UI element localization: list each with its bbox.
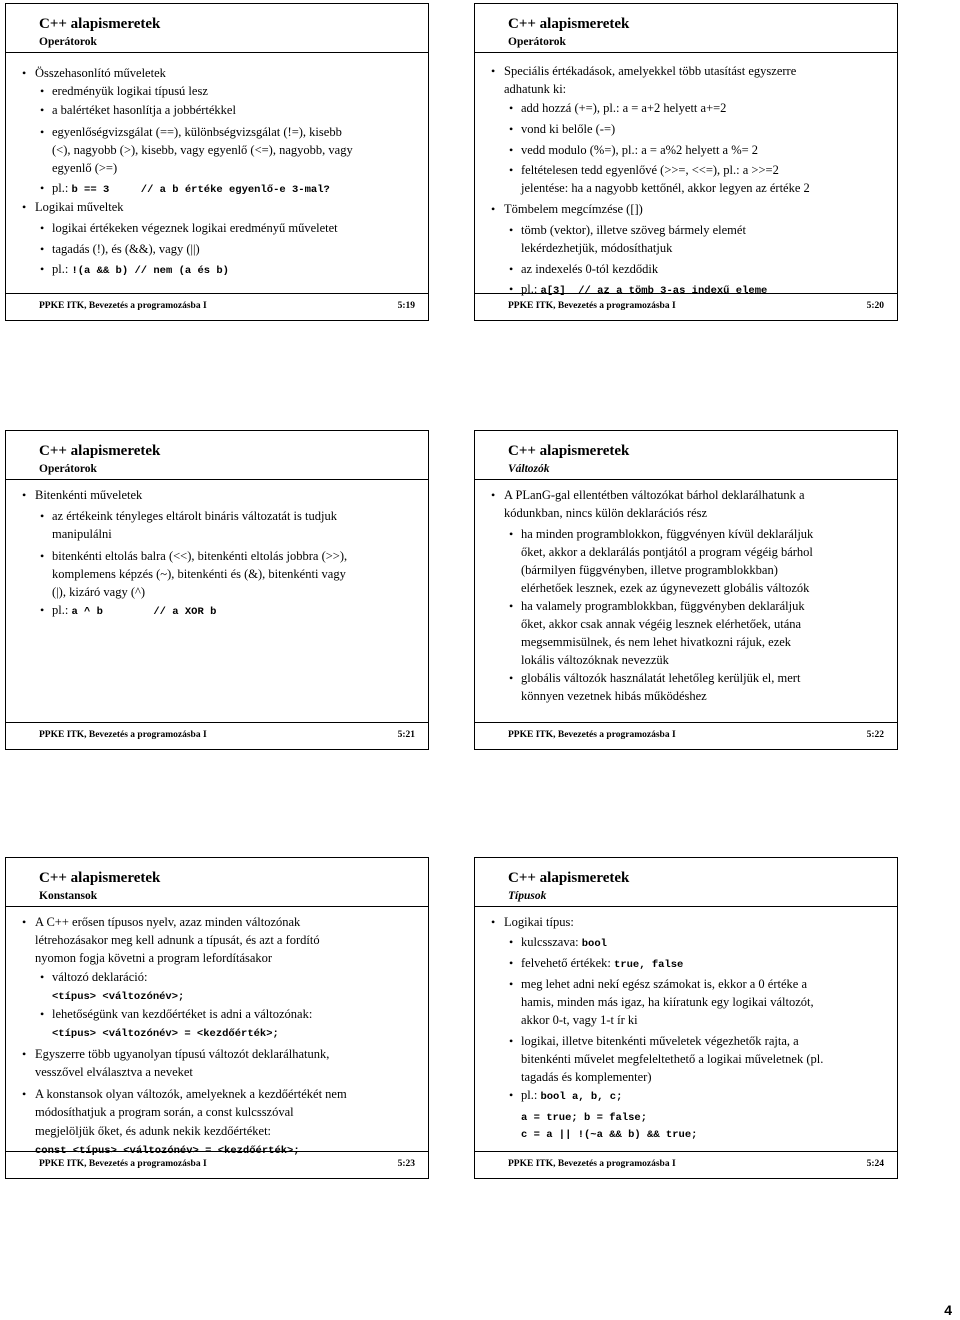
line-text: módosíthatjuk a program során, a const kulcsszóval — [35, 1105, 294, 1119]
code-snippet: true, false — [614, 959, 684, 971]
line-text: ha valamely programblokkban, függvényben deklaráljuk — [521, 599, 805, 613]
text-line — [521, 241, 672, 256]
bullet-marker: • — [40, 103, 45, 117]
footer-course: PPKE ITK, Bevezetés a programozásba I — [508, 730, 676, 740]
text-line — [521, 1070, 652, 1085]
line-text: A C++ erősen típusos nyelv, azaz minden változónak — [35, 915, 301, 929]
bullet-marker: • — [509, 122, 514, 136]
text-line — [521, 689, 707, 704]
line-text: tagadás (!), és (&&), vagy (||) — [52, 242, 200, 256]
slide-subtitle: Operátorok — [39, 463, 97, 475]
text-line — [521, 581, 809, 596]
bullet-marker: • — [40, 970, 45, 984]
bullet-marker: • — [491, 488, 496, 502]
text-line — [52, 1007, 312, 1022]
text-line — [35, 1124, 271, 1139]
slide-title: C++ alapismeretek — [39, 16, 161, 32]
footer-course: PPKE ITK, Bevezetés a programozásba I — [39, 301, 207, 311]
line-text: ha minden programblokkon, függvényen kívül deklaráljuk — [521, 527, 814, 541]
bullet-marker: • — [509, 101, 514, 115]
slide-title: C++ alapismeretek — [39, 870, 161, 886]
line-text: könnyen vezetnek hibás működéshez — [521, 689, 707, 703]
bullet-marker: • — [491, 915, 496, 929]
line-prefix: pl.: — [52, 262, 72, 276]
text-line — [52, 161, 117, 176]
line-text: vond ki belőle (-=) — [521, 122, 616, 136]
bullet-marker: • — [491, 64, 496, 78]
text-line — [504, 915, 574, 930]
text-line — [35, 951, 272, 966]
slide-subtitle: Változók — [508, 463, 550, 475]
text-line — [521, 101, 726, 116]
text-line — [521, 1034, 799, 1049]
footer-slide-number: 5:22 — [866, 730, 884, 740]
line-text: logikai, illetve bitenkénti műveletek végezhetők rajta, a — [521, 1034, 799, 1048]
footer-slide-number: 5:20 — [866, 301, 884, 311]
code-snippet: <típus> <változónév>; — [52, 991, 185, 1003]
text-line — [52, 527, 112, 542]
line-text: akkor 0-t, vagy 1-t ír ki — [521, 1013, 638, 1027]
text-line — [35, 488, 142, 503]
text-line — [521, 1013, 638, 1028]
text-line — [521, 995, 814, 1010]
bullet-marker: • — [509, 1088, 514, 1102]
slide-header — [475, 858, 897, 907]
line-text: vesszővel elválasztva a neveket — [35, 1065, 193, 1079]
slide-body — [475, 479, 897, 723]
code-snippet: a = true; b = false; — [521, 1112, 648, 1124]
slide-subtitle: Operátorok — [39, 36, 97, 48]
code-snippet: a[3] // az a tömb 3-as indexű eleme — [540, 285, 768, 297]
text-line — [35, 1065, 193, 1080]
text-line — [52, 1025, 279, 1042]
slide-footer — [475, 1151, 897, 1178]
bullet-marker: • — [40, 181, 45, 195]
text-line — [521, 956, 683, 973]
code-snippet: bool a, b, c; — [540, 1091, 623, 1103]
line-text: A konstansok olyan változók, amelyeknek a kezdőértékét nem — [35, 1087, 347, 1101]
line-text: megjelöljük őket, és adunk nekik kezdőértéket: — [35, 1124, 272, 1138]
line-text: eredményük logikai típusú lesz — [52, 84, 208, 98]
slide-body — [475, 906, 897, 1152]
line-text: add hozzá (+=), pl.: a = a+2 helyett a+=2 — [521, 101, 727, 115]
bullet-marker: • — [509, 671, 514, 685]
slide-4 — [474, 430, 898, 750]
text-line — [35, 933, 320, 948]
bullet-marker: • — [40, 603, 45, 617]
text-line — [521, 181, 810, 196]
text-line — [521, 563, 778, 578]
line-text: egyenlőségvizsgálat (==), különbségvizsgálat (!=), kisebb — [52, 125, 342, 139]
slide-footer — [6, 1151, 428, 1178]
text-line — [504, 506, 707, 521]
line-text: Logikai típus: — [504, 915, 574, 929]
text-line — [52, 603, 216, 620]
bullet-marker: • — [40, 221, 45, 235]
line-text: meg lehet adni nekí egész számokat is, ekkor a 0 értéke a — [521, 977, 807, 991]
slide-body — [475, 52, 897, 297]
text-line — [504, 82, 566, 97]
slide-subtitle: Konstansok — [39, 890, 98, 902]
bullet-marker: • — [40, 549, 45, 563]
bullet-marker: • — [509, 262, 514, 276]
footer-course: PPKE ITK, Bevezetés a programozásba I — [508, 1159, 676, 1169]
text-line — [52, 125, 342, 140]
text-line — [504, 202, 643, 217]
text-line — [521, 617, 801, 632]
line-text: Egyszerre több ugyanolyan típusú változót deklarálhatunk, — [35, 1047, 330, 1061]
text-line — [52, 567, 346, 582]
slide-header — [6, 431, 428, 480]
bullet-marker: • — [40, 509, 45, 523]
text-line — [521, 223, 746, 238]
line-text: hamis, minden más igaz, ha kiíratunk egy logikai változót, — [521, 995, 814, 1009]
bullet-marker: • — [509, 223, 514, 237]
text-line — [35, 1047, 329, 1062]
text-line — [521, 262, 658, 277]
line-text: bitenkénti eltolás balra (<<), bitenkénti eltolás jobbra (>>), — [52, 549, 348, 563]
slide-5 — [5, 857, 429, 1179]
bullet-marker: • — [40, 1007, 45, 1021]
bullet-marker: • — [509, 599, 514, 613]
line-text: létrehozásakor meg kell adnunk a típusát, és azt a fordító — [35, 933, 320, 947]
text-line — [52, 262, 229, 279]
line-prefix: pl.: — [521, 282, 541, 296]
slide-header — [6, 4, 428, 53]
text-line — [521, 671, 800, 686]
slide-body — [6, 52, 428, 294]
footer-course: PPKE ITK, Bevezetés a programozásba I — [39, 730, 207, 740]
slide-3 — [5, 430, 429, 750]
text-line — [52, 242, 200, 257]
text-line — [521, 977, 807, 992]
slide-footer — [475, 293, 897, 320]
line-text: lekérdezhetjük, módosíthatjuk — [521, 241, 673, 255]
slide-2 — [474, 3, 898, 321]
text-line — [52, 84, 208, 99]
page-number: 4 — [944, 1302, 952, 1318]
text-line — [521, 1126, 697, 1143]
slide-subtitle: Operátorok — [508, 36, 566, 48]
bullet-marker: • — [509, 282, 514, 296]
slide-1 — [5, 3, 429, 321]
text-line — [521, 599, 805, 614]
line-text: A PLanG-gal ellentétben változókat bárhol deklarálhatunk a — [504, 488, 805, 502]
line-text: elérhetőek lesznek, ezek az úgynevezett globális változók — [521, 581, 810, 595]
line-text: Speciális értékadások, amelyekkel több utasítást egyszerre — [504, 64, 797, 78]
slide-footer — [6, 293, 428, 320]
bullet-marker: • — [509, 163, 514, 177]
text-line — [521, 545, 813, 560]
line-prefix: pl.: — [52, 603, 72, 617]
slide-title: C++ alapismeretek — [508, 16, 630, 32]
text-line — [52, 549, 347, 564]
line-text: Logikai műveltek — [35, 200, 124, 214]
line-text: lokális változóknak nevezzük — [521, 653, 669, 667]
text-line — [35, 200, 124, 215]
line-prefix: kulcsszava: — [521, 935, 582, 949]
bullet-marker: • — [22, 66, 27, 80]
slide-header — [475, 431, 897, 480]
text-line — [52, 585, 145, 600]
bullet-marker: • — [40, 242, 45, 256]
line-text: (<), nagyobb (>), kisebb, vagy egyenlő (<=), nagyobb, vagy — [52, 143, 353, 157]
bullet-marker: • — [22, 200, 27, 214]
line-prefix: felvehető értékek: — [521, 956, 615, 970]
line-text: lehetőségünk van kezdőértéket is adni a változónak: — [52, 1007, 313, 1021]
bullet-marker: • — [509, 935, 514, 949]
line-text: egyenlő (>=) — [52, 161, 118, 175]
code-snippet: const <típus> <változónév> = <kezdőérték>; — [35, 1145, 300, 1157]
text-line — [504, 64, 796, 79]
text-line — [52, 143, 353, 158]
bullet-marker: • — [509, 977, 514, 991]
line-text: vedd modulo (%=), pl.: a = a%2 helyett a %= 2 — [521, 143, 759, 157]
text-line — [35, 1087, 347, 1102]
footer-slide-number: 5:21 — [397, 730, 415, 740]
line-text: logikai értékeken végeznek logikai eredményű műveletet — [52, 221, 338, 235]
bullet-marker: • — [22, 1047, 27, 1061]
code-snippet: b == 3 // a b értéke egyenlő-e 3-mal? — [71, 184, 330, 196]
line-text: (|), kizáró vagy (^) — [52, 585, 146, 599]
line-text: a balértéket hasonlítja a jobbértékkel — [52, 103, 236, 117]
text-line — [521, 143, 758, 158]
line-text: bitenkénti művelet megfeleltethető a logikai műveletnek (pl. — [521, 1052, 824, 1066]
line-prefix: pl.: — [52, 181, 72, 195]
text-line — [521, 163, 779, 178]
footer-slide-number: 5:19 — [397, 301, 415, 311]
bullet-marker: • — [22, 915, 27, 929]
bullet-marker: • — [491, 202, 496, 216]
line-text: az indexelés 0-tól kezdődik — [521, 262, 659, 276]
line-text: nyomon fogja követni a program lefordításakor — [35, 951, 273, 965]
bullet-marker: • — [509, 956, 514, 970]
slide-subtitle: Típusok — [508, 890, 547, 902]
line-text: megsemmisülnek, és nem lehet hivatkozni rájuk, ezek — [521, 635, 792, 649]
text-line — [35, 915, 300, 930]
line-text: adhatunk ki: — [504, 82, 567, 96]
text-line — [521, 1109, 647, 1126]
line-text: tömb (vektor), illetve szöveg bármely elemét — [521, 223, 746, 237]
slide-body — [6, 906, 428, 1157]
line-text: komplemens képzés (~), bitenkénti és (&), bitenkénti vagy — [52, 567, 346, 581]
line-text: az értékeink tényleges eltárolt bináris változatát is tudjuk — [52, 509, 337, 523]
slide-title: C++ alapismeretek — [508, 443, 630, 459]
code-snippet: <típus> <változónév> = <kezdőérték>; — [52, 1028, 279, 1040]
slide-title: C++ alapismeretek — [508, 870, 630, 886]
line-text: globális változók használatát lehetőleg kerüljük el, mert — [521, 671, 801, 685]
text-line — [52, 970, 147, 985]
text-line — [52, 221, 338, 236]
code-snippet: bool — [581, 938, 607, 950]
text-line — [35, 66, 166, 81]
text-line — [521, 635, 791, 650]
text-line — [35, 1105, 294, 1120]
text-line — [521, 653, 669, 668]
text-line — [521, 527, 813, 542]
slide-body — [6, 479, 428, 723]
text-line — [52, 988, 184, 1005]
bullet-marker: • — [509, 1034, 514, 1048]
text-line — [521, 1088, 622, 1105]
line-text: tagadás és komplementer) — [521, 1070, 652, 1084]
code-snippet: c = a || !(~a && b) && true; — [521, 1129, 698, 1141]
bullet-marker: • — [509, 143, 514, 157]
line-text: jelentése: ha a nagyobb kettőnél, akkor legyen az értéke 2 — [521, 181, 810, 195]
footer-course: PPKE ITK, Bevezetés a programozásba I — [508, 301, 676, 311]
line-text: Bitenkénti műveletek — [35, 488, 143, 502]
line-text: Összehasonlító műveletek — [35, 66, 166, 80]
bullet-marker: • — [40, 125, 45, 139]
text-line — [52, 103, 236, 118]
text-line — [52, 181, 330, 198]
line-text: feltételesen tedd egyenlővé (>>=, <<=), pl.: a >>=2 — [521, 163, 779, 177]
line-text: változó deklaráció: — [52, 970, 148, 984]
slide-header — [475, 4, 897, 53]
bullet-marker: • — [22, 488, 27, 502]
line-text: (bármilyen függvényben, illetve programblokkban) — [521, 563, 778, 577]
bullet-marker: • — [509, 527, 514, 541]
bullet-marker: • — [40, 84, 45, 98]
footer-slide-number: 5:24 — [866, 1159, 884, 1169]
text-line — [521, 122, 615, 137]
line-text: őket, akkor a deklarálás pontjától a program végéig bárhol — [521, 545, 813, 559]
slide-footer — [6, 722, 428, 749]
text-line — [52, 509, 337, 524]
code-snippet: !(a && b) // nem (a és b) — [71, 265, 229, 277]
line-text: manipulálni — [52, 527, 112, 541]
slide-title: C++ alapismeretek — [39, 443, 161, 459]
slide-header — [6, 858, 428, 907]
slide-footer — [475, 722, 897, 749]
bullet-marker: • — [22, 1087, 27, 1101]
footer-slide-number: 5:23 — [397, 1159, 415, 1169]
code-snippet: a ^ b // a XOR b — [71, 606, 217, 618]
slide-6 — [474, 857, 898, 1179]
bullet-marker: • — [40, 262, 45, 276]
line-text: kódunkban, nincs külön deklarációs rész — [504, 506, 708, 520]
text-line — [521, 935, 607, 952]
footer-course: PPKE ITK, Bevezetés a programozásba I — [39, 1159, 207, 1169]
line-prefix: pl.: — [521, 1088, 541, 1102]
line-text: Tömbelem megcímzése ([]) — [504, 202, 643, 216]
text-line — [504, 488, 805, 503]
line-text: őket, akkor csak annak végéig lesznek elérhetőek, utána — [521, 617, 802, 631]
text-line — [521, 1052, 823, 1067]
